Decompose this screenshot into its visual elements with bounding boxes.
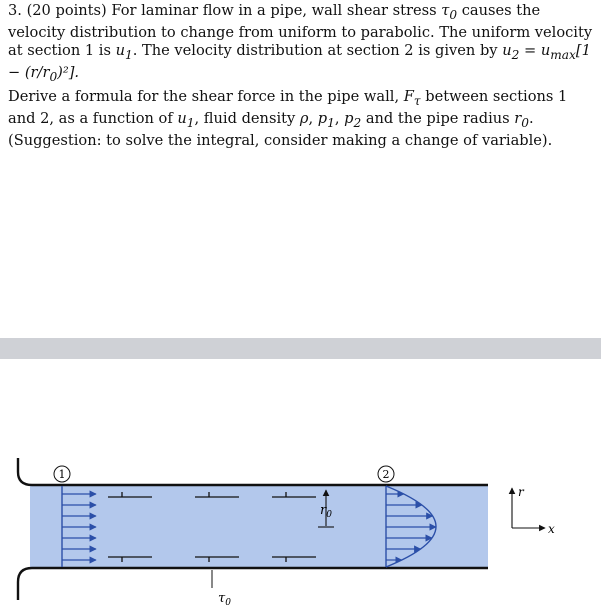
text-segment: . The velocity distribution at section 2 is given by: [132, 41, 498, 59]
u1-symbol: $u_1$: [115, 41, 133, 62]
u1-symbol: $u_1$: [177, 109, 195, 130]
r0-label: $r_0$: [320, 503, 332, 520]
section-divider: [0, 338, 601, 359]
text-segment: , fluid density: [194, 109, 296, 127]
p2-symbol: $p_2$: [344, 109, 362, 130]
problem-points: (20 points): [26, 2, 107, 19]
pipe-flow-figure: [0, 440, 601, 605]
text-segment: causes the velocity distribution to change from uniform to parabolic. The uniform velocity at section 1 is: [8, 2, 593, 59]
pipe-lower-wall: [18, 568, 488, 600]
text-segment: and the pipe radius: [365, 109, 510, 127]
section-2-label: 2: [382, 468, 390, 481]
text-segment: between sections 1 and 2, as a function of: [8, 87, 568, 127]
problem-paragraph-1: [8, 2, 596, 86]
section-1-label: 1: [58, 468, 66, 481]
x-axis-label: x: [548, 522, 555, 536]
tau0-label: $\tau_0$: [218, 591, 231, 605]
pipe-diagram: [0, 440, 601, 605]
pipe-upper-wall: [18, 458, 488, 485]
tau0-symbol: $\tau_0$: [441, 2, 458, 22]
problem-number: 3.: [8, 2, 22, 19]
rho-symbol: ρ: [299, 109, 309, 127]
p1-symbol: $p_1$: [317, 109, 335, 130]
problem-statement: [8, 2, 596, 152]
text-segment: Derive a formula for the shear force in the pipe wall,: [8, 87, 400, 105]
velocity-equation: $u_2 = u_{max}[1 - (r/r_0)^2]$.: [8, 41, 591, 84]
problem-paragraph-2: Derive a formula for the shear force in the pipe wall, $F_\tau$ between sections 1 and 2, as a function of $u_1$, fluid density ρ, $p_1$, $p_2$ and the pipe radius $r_0$. (Suggestion: to solve the integral, consider making a change of variable).: [8, 87, 568, 149]
text-segment: For laminar flow in a pipe, wall shear stress: [111, 2, 437, 19]
shear-force-symbol: $F_\tau$: [403, 87, 421, 108]
r-axis-label: r: [518, 485, 524, 499]
r0-symbol: $r_0$: [514, 109, 529, 130]
text-segment: . (Suggestion: to solve the integral, consider making a change of variable).: [8, 109, 553, 149]
